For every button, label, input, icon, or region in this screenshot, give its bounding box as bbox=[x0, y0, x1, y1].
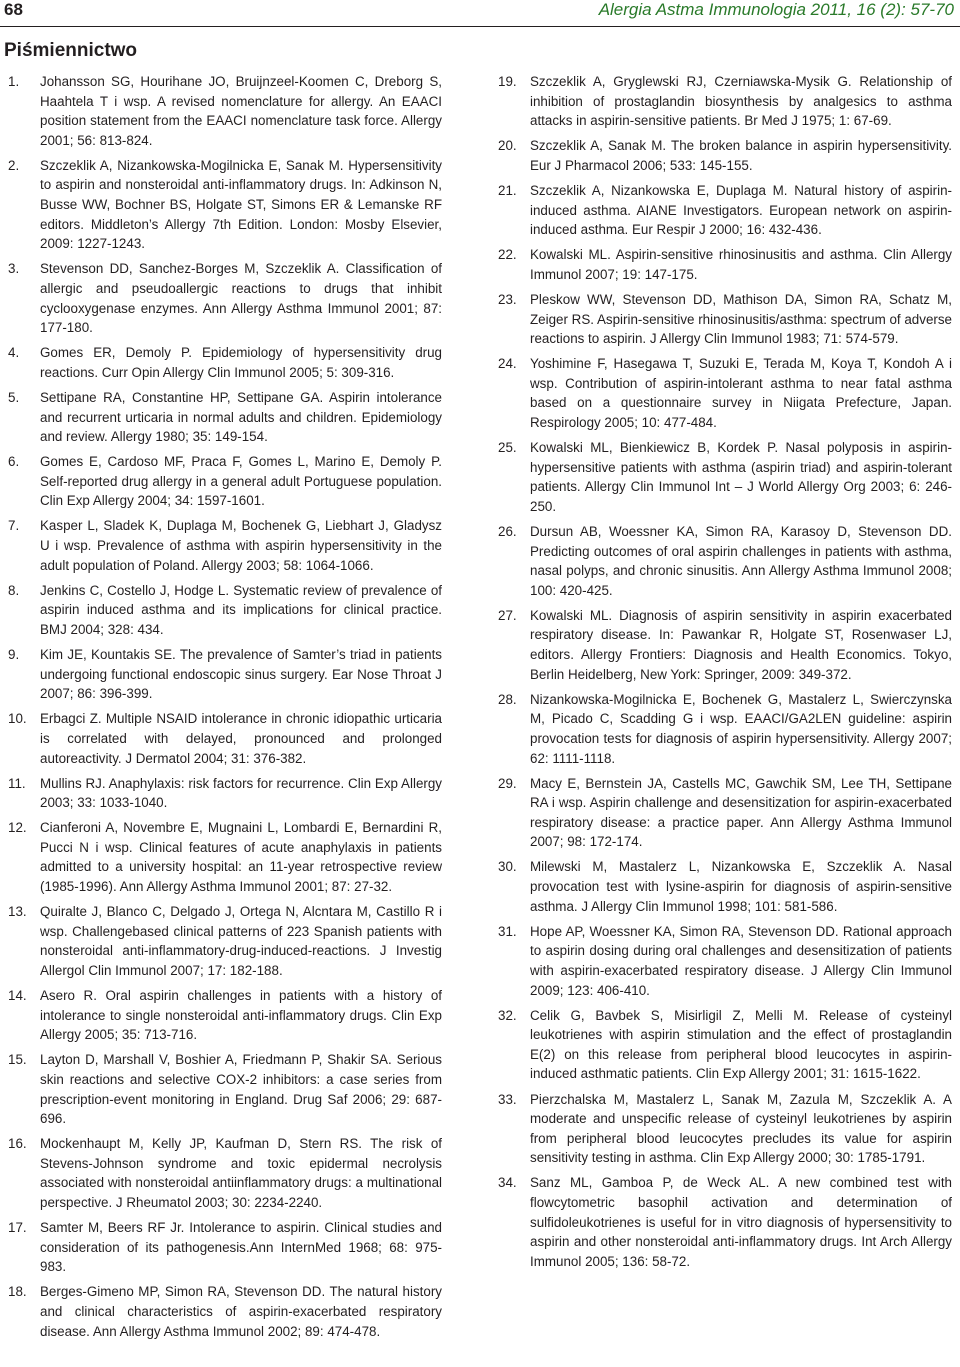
reference-text: Kasper L, Sladek K, Duplaga M, Bochenek G, Liebhart J, Gladysz U i wsp. Prevalence of asthma with aspirin hypersensitivity in the adult population of Poland. Allergy 2003; 58: 1064-1066. bbox=[40, 518, 442, 573]
reference-item bbox=[8, 516, 442, 575]
reference-number: 19. bbox=[498, 74, 517, 89]
reference-item bbox=[498, 857, 952, 916]
reference-item bbox=[8, 986, 442, 1045]
reference-number: 25. bbox=[498, 440, 517, 456]
reference-item bbox=[8, 818, 442, 896]
reference-number: 12. bbox=[8, 820, 27, 836]
reference-number: 24. bbox=[498, 356, 517, 372]
reference-number: 30. bbox=[498, 859, 517, 875]
references-left-column bbox=[8, 72, 442, 1347]
reference-text: Mockenhaupt M, Kelly JP, Kaufman D, Stern RS. The risk of Stevens-Johnson syndrome and toxic epidermal necrolysis associated with nonsteroidal antiinflammatory drugs: a multinational perspective. J Rheumatol 2003; 30: 2234-2240. bbox=[40, 1136, 442, 1210]
reference-item bbox=[498, 1173, 952, 1271]
reference-text: Quiralte J, Blanco C, Delgado J, Ortega N, Alcntara M, Castillo R i wsp. Challengebased clinical patterns of 223 Spanish patients with nonsteroidal anti-inflammatory-drug-induced-reactions. J Investig Allergol Clin Immunol 2007; 17: 182-188. bbox=[40, 904, 442, 978]
reference-number: 23. bbox=[498, 291, 517, 307]
reference-number: 2. bbox=[8, 157, 20, 173]
reference-item bbox=[498, 181, 952, 240]
reference-number: 31. bbox=[498, 923, 517, 939]
reference-item bbox=[498, 606, 952, 684]
reference-item bbox=[498, 1090, 952, 1168]
reference-number: 1. bbox=[8, 74, 20, 89]
reference-number: 26. bbox=[498, 523, 517, 539]
reference-text: Hope AP, Woessner KA, Simon RA, Stevenson DD. Rational approach to aspirin dosing during oral challenges and desensitization of patients with aspirin-exacerbated respiratory disease. J Allergy Clin Immunol 2009; 123: 406-410. bbox=[530, 923, 952, 998]
reference-text: Sanz ML, Gamboa P, de Weck AL. A new combined test with flowcytometric basophil activation and determination of sulfidoleukotrienes is useful for in vitro diagnosis of hypersensitivity to aspirin and other nonsteroidal anti-inflammatory drugs. Int Arch Allergy Immunol 2005; 136: 58-72. bbox=[530, 1175, 952, 1269]
reference-number: 20. bbox=[498, 138, 517, 154]
reference-number: 13. bbox=[8, 904, 27, 920]
reference-item bbox=[498, 690, 952, 768]
reference-text: Szczeklik A, Nizankowska-Mogilnicka E, Sanak M. Hypersensitivity to aspirin and nonsteroidal anti-inflammatory drugs. In: Adkinson N, Busse WW, Bochner BS, Holgate ST, Simons ER & Lemanske RF editors. Middleton’s Allergy 7th Edition. London: Mosby Elsevier, 2009: 1227-1243. bbox=[40, 157, 442, 252]
reference-item bbox=[8, 581, 442, 640]
reference-number: 8. bbox=[8, 582, 20, 598]
reference-item bbox=[8, 774, 442, 813]
reference-item bbox=[498, 774, 952, 852]
reference-text: Layton D, Marshall V, Boshier A, Friedmann P, Shakir SA. Serious skin reactions and selective COX-2 inhibitors: a case series from prescription-event monitoring in England. Drug Saf 2006; 29: 687-696. bbox=[40, 1052, 442, 1127]
reference-text: Milewski M, Mastalerz L, Nizankowska E, Szczeklik A. Nasal provocation test with lysine-aspirin for diagnosis of aspirin-sensitive asthma. J Allergy Clin Immunol 1998; 101: 581-586. bbox=[530, 859, 952, 914]
reference-text: Kowalski ML. Aspirin-sensitive rhinosinusitis and asthma. Clin Allergy Immunol 2007; 19: 147-175. bbox=[530, 247, 952, 282]
reference-number: 17. bbox=[8, 1220, 27, 1236]
reference-number: 7. bbox=[8, 518, 20, 534]
reference-number: 14. bbox=[8, 988, 27, 1004]
reference-item bbox=[498, 290, 952, 349]
reference-item bbox=[498, 922, 952, 1000]
reference-text: Gomes E, Cardoso MF, Praca F, Gomes L, Marino E, Demoly P. Self-reported drug allergy in a general adult Portuguese population. Clin Exp Allergy 2004; 34: 1597-1601. bbox=[40, 454, 442, 509]
reference-item bbox=[8, 156, 442, 254]
reference-text: Szczeklik A, Sanak M. The broken balance in aspirin hypersensitivity. Eur J Pharmacol 2006; 533: 145-155. bbox=[530, 138, 952, 173]
reference-text: Jenkins C, Costello J, Hodge L. Systematic review of prevalence of aspirin induced asthma and its implications for clinical practice. BMJ 2004; 328: 434. bbox=[40, 582, 442, 637]
reference-number: 10. bbox=[8, 711, 27, 727]
reference-item bbox=[498, 438, 952, 516]
reference-number: 15. bbox=[8, 1052, 27, 1068]
reference-text: Johansson SG, Hourihane JO, Bruijnzeel-Koomen C, Dreborg S, Haahtela T i wsp. A revised nomenclature for allergy. An EAACI position statement from the EAACI nomenclature task force. Allergy 2001; 56: 813-824. bbox=[40, 74, 442, 148]
reference-item bbox=[498, 136, 952, 175]
reference-number: 4. bbox=[8, 345, 20, 361]
section-title: Piśmiennictwo bbox=[4, 40, 138, 61]
reference-item bbox=[498, 354, 952, 432]
reference-text: Settipane RA, Constantine HP, Settipane GA. Aspirin intolerance and recurrent urticaria in normal adults and children. Epidemiology and review. Allergy 1980; 35: 149-154. bbox=[40, 389, 442, 445]
reference-text: Macy E, Bernstein JA, Castells MC, Gawchik SM, Lee TH, Settipane RA i wsp. Aspirin challenge and desensitization for aspirin-exacerbated respiratory disease: a practice paper. Ann Allergy Asthma Immunol 2007; 98: 172-174. bbox=[530, 775, 952, 850]
reference-text: Asero R. Oral aspirin challenges in patients with a history of intolerance to single nonsteroidal anti-inflammatory drugs. Clin Exp Allergy 2005; 35: 713-716. bbox=[40, 988, 442, 1043]
header-divider bbox=[0, 26, 960, 27]
reference-item bbox=[498, 245, 952, 284]
references-right-column bbox=[498, 72, 952, 1277]
reference-text: Stevenson DD, Sanchez-Borges M, Szczeklik A. Classification of allergic and pseudoallergic reactions to drugs that inhibit cyclooxygenase enzymes. Ann Allergy Asthma Immunol 2001; 87: 177-180. bbox=[40, 261, 442, 336]
reference-text: Berges-Gimeno MP, Simon RA, Stevenson DD. The natural history and clinical characteristics of aspirin-exacerbated respiratory disease. Ann Allergy Asthma Immunol 2002; 89: 474-478. bbox=[40, 1284, 442, 1339]
reference-number: 6. bbox=[8, 454, 20, 470]
reference-number: 3. bbox=[8, 261, 20, 277]
reference-text: Erbagci Z. Multiple NSAID intolerance in chronic idiopathic urticaria is correlated with delayed, pronounced and prolonged autoreactivity. J Dermatol 2004; 31: 376-382. bbox=[40, 711, 442, 766]
reference-item bbox=[498, 1006, 952, 1084]
reference-number: 34. bbox=[498, 1175, 517, 1191]
reference-number: 11. bbox=[8, 775, 26, 791]
reference-number: 9. bbox=[8, 647, 20, 663]
reference-text: Dursun AB, Woessner KA, Simon RA, Karasoy D, Stevenson DD. Predicting outcomes of oral aspirin challenges in patients with asthma, nasal polyps, and chronic sinusitis. Ann Allergy Asthma Immunol 2008; 100: 420-425. bbox=[530, 523, 952, 598]
reference-item bbox=[8, 72, 442, 150]
reference-item bbox=[8, 709, 442, 768]
reference-text: Szczeklik A, Nizankowska E, Duplaga M. Natural history of aspirin-induced asthma. AIANE Investigators. European network on aspirin-induced asthma. Eur Respir J 2000; 16: 432-436. bbox=[530, 182, 952, 238]
reference-number: 5. bbox=[8, 389, 20, 405]
reference-number: 28. bbox=[498, 691, 517, 707]
reference-text: Nizankowska-Mogilnicka E, Bochenek G, Mastalerz L, Swierczynska M, Picado C, Scadding G i wsp. EAACI/GA2LEN guideline: aspirin provocation tests for diagnosis of aspirin hypersensitivity. Allergy 2007; 62: 1111-1118. bbox=[530, 691, 952, 766]
reference-item bbox=[498, 522, 952, 600]
reference-number: 27. bbox=[498, 607, 517, 623]
reference-item bbox=[8, 259, 442, 337]
reference-text: Cianferoni A, Novembre E, Mugnaini L, Lombardi E, Bernardini R, Pucci N i wsp. Clinical features of acute anaphylaxis in patients admitted to a university hospital: an 11-year retrospective review (1985-1996). Ann Allergy Asthma Immunol 2001; 87: 27-32. bbox=[40, 820, 442, 895]
reference-item bbox=[8, 452, 442, 511]
reference-item bbox=[8, 1282, 442, 1341]
reference-text: Pierzchalska M, Mastalerz L, Sanak M, Zazula M, Szczeklik A. A moderate and unspecific release of cysteinyl leukotrienes by aspirin from peripheral blood leucocytes precludes its value for aspirin sensitivity testing in asthma. Clin Exp Allergy 2000; 30: 1785-1791. bbox=[530, 1091, 952, 1166]
reference-text: Mullins RJ. Anaphylaxis: risk factors for recurrence. Clin Exp Allergy 2003; 33: 1033-1040. bbox=[40, 775, 442, 811]
reference-number: 22. bbox=[498, 247, 517, 263]
reference-text: Gomes ER, Demoly P. Epidemiology of hypersensitivity drug reactions. Curr Opin Allergy Clin Immunol 2005; 5: 309-316. bbox=[40, 345, 442, 380]
reference-item bbox=[8, 1050, 442, 1128]
reference-number: 33. bbox=[498, 1091, 517, 1107]
reference-text: Celik G, Bavbek S, Misirligil Z, Melli M. Release of cysteinyl leukotrienes with aspirin stimulation and the effect of prostaglandin E(2) on this release from peripheral blood leucocytes in aspirin-induced asthmatic patients. Clin Exp Allergy 2001; 31: 1615-1622. bbox=[530, 1007, 952, 1082]
reference-number: 21. bbox=[498, 182, 517, 198]
reference-number: 18. bbox=[8, 1284, 27, 1300]
reference-item bbox=[8, 343, 442, 382]
reference-item bbox=[8, 645, 442, 704]
reference-item bbox=[8, 1134, 442, 1212]
reference-text: Pleskow WW, Stevenson DD, Mathison DA, Simon RA, Schatz M, Zeiger RS. Aspirin-sensitive rhinosinusitis/asthma: spectrum of adverse reactions to aspirin. J Allergy Clin Immunol 1983; 71: 574-579. bbox=[530, 291, 952, 347]
page-header bbox=[0, 0, 960, 30]
reference-item bbox=[8, 1218, 442, 1277]
reference-text: Szczeklik A, Gryglewski RJ, Czerniawska-Mysik G. Relationship of inhibition of prostaglandin biosynthesis by analgesics to asthma attacks in aspirin-sensitive patients. Br Med J 1975; 1: 67-69. bbox=[530, 74, 952, 129]
reference-number: 32. bbox=[498, 1007, 517, 1023]
journal-citation: Alergia Astma Immunologia 2011, 16 (2): 57-70 bbox=[598, 0, 954, 19]
reference-text: Kim JE, Kountakis SE. The prevalence of Samter’s triad in patients undergoing functional endoscopic sinus surgery. Ear Nose Throat J 2007; 86: 396-399. bbox=[40, 647, 442, 702]
reference-text: Kowalski ML. Diagnosis of aspirin sensitivity in aspirin exacerbated respiratory disease. In: Pawankar R, Holgate ST, Rosenwaser LJ, editors. Allergy Frontiers: Diagnosis and Health Economics. Tokyo, Berlin Heidelberg, New York: Springer, 2009: 349-372. bbox=[530, 607, 952, 682]
reference-text: Kowalski ML, Bienkiewicz B, Kordek P. Nasal polyposis in aspirin-hypersensitive patients with asthma (aspirin triad) and aspirin-tolerant patients. Allergy Clin Immunol Int – J World Allergy Org 2003; 6: 246-250. bbox=[530, 440, 952, 514]
reference-number: 29. bbox=[498, 775, 517, 791]
reference-number: 16. bbox=[8, 1136, 27, 1152]
reference-item bbox=[498, 72, 952, 131]
reference-item bbox=[8, 388, 442, 447]
page-number: 68 bbox=[4, 0, 23, 19]
reference-text: Yoshimine F, Hasegawa T, Suzuki E, Terada M, Koya T, Kondoh A i wsp. Contribution of aspirin-intolerant asthma to near fatal asthma based on a questionnaire survey in Niigata Prefecture, Japan. Respirology 2005; 10: 477-484. bbox=[530, 356, 952, 430]
reference-text: Samter M, Beers RF Jr. Intolerance to aspirin. Clinical studies and consideration of its pathogenesis.Ann InternMed 1968; 68: 975-983. bbox=[40, 1220, 442, 1275]
reference-item bbox=[8, 902, 442, 980]
